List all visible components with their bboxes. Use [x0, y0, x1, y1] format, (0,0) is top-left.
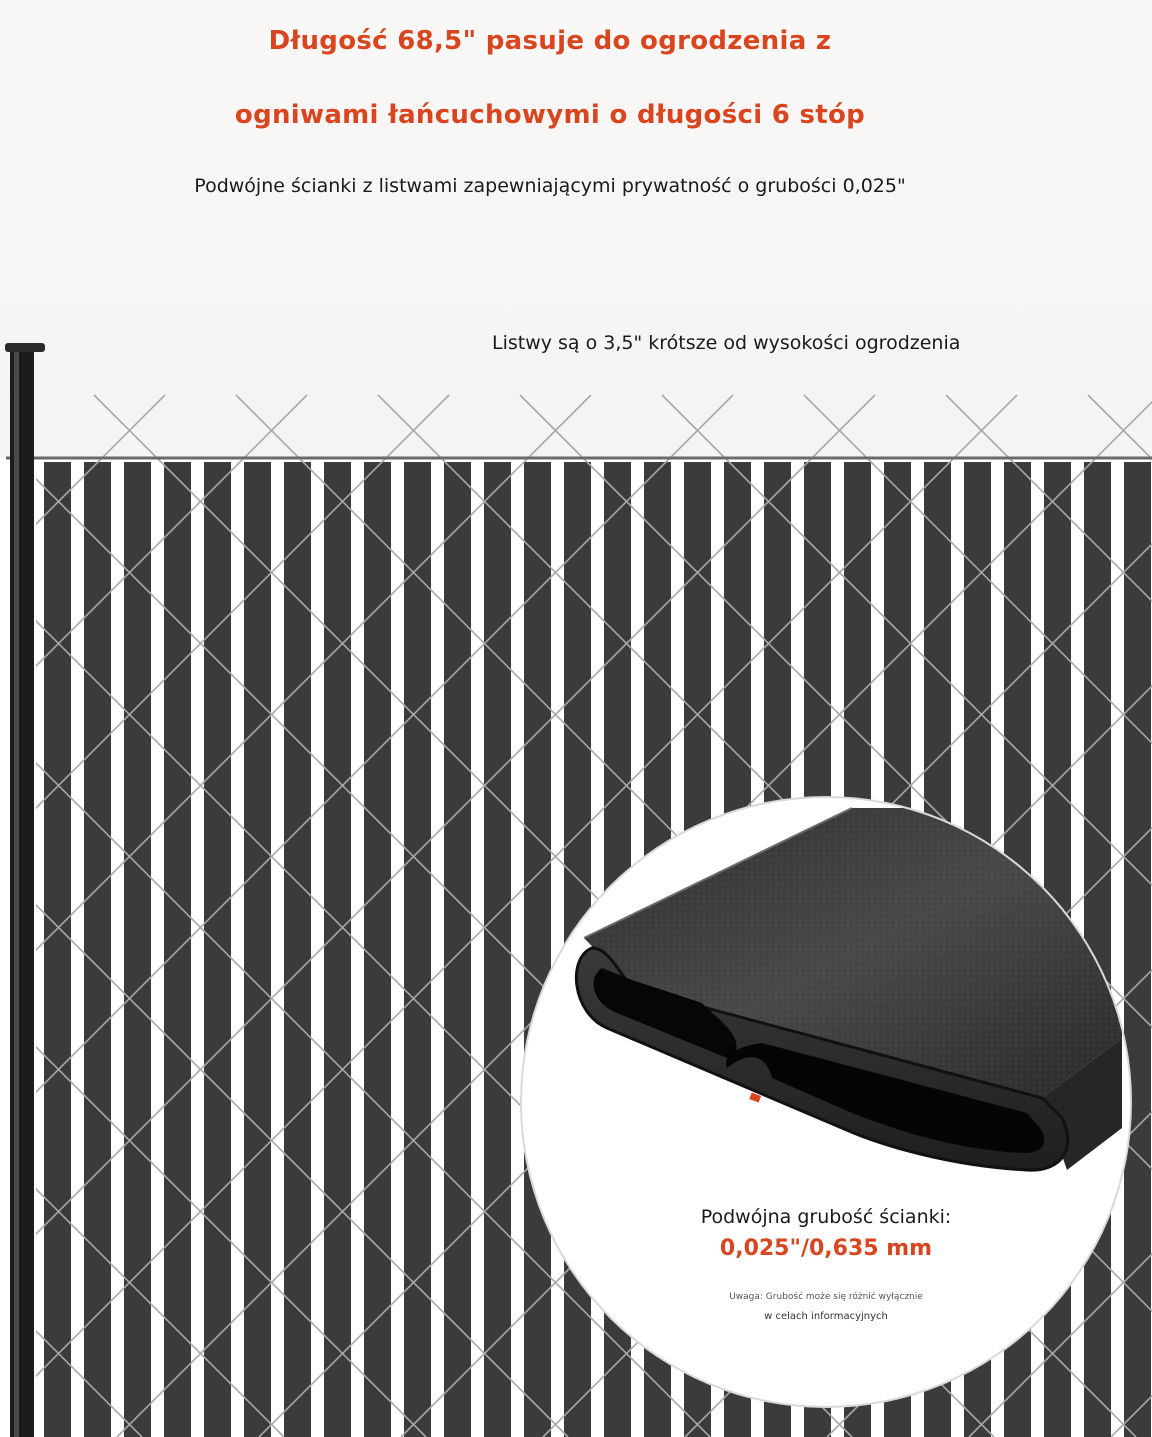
- slat-length-note: Listwy są o 3,5" krótsze od wysokości ogrodzenia: [492, 332, 961, 354]
- slat: [84, 462, 111, 1437]
- subtitle: Podwójne ścianki z listwami zapewniającymi prywatność o grubości 0,025": [194, 175, 906, 197]
- slat: [244, 462, 271, 1437]
- headline-line-1: Długość 68,5" pasuje do ogrodzenia z: [268, 26, 832, 56]
- slat: [204, 462, 231, 1437]
- disclaimer-line-2: w celach informacyjnych: [764, 1311, 888, 1322]
- slat: [444, 462, 471, 1437]
- slat-closeup-inset: [522, 798, 1130, 1406]
- slat: [404, 462, 431, 1437]
- wall-thickness-value: 0,025"/0,635 mm: [719, 1236, 933, 1261]
- disclaimer-line-1: Uwaga: Grubość może się różnić wyłącznie: [729, 1292, 923, 1302]
- headline-line-2: ogniwami łańcuchowymi o długości 6 stóp: [234, 100, 866, 130]
- slat: [44, 462, 71, 1437]
- slat: [324, 462, 351, 1437]
- wall-thickness-label: Podwójna grubość ścianki:: [700, 1206, 952, 1228]
